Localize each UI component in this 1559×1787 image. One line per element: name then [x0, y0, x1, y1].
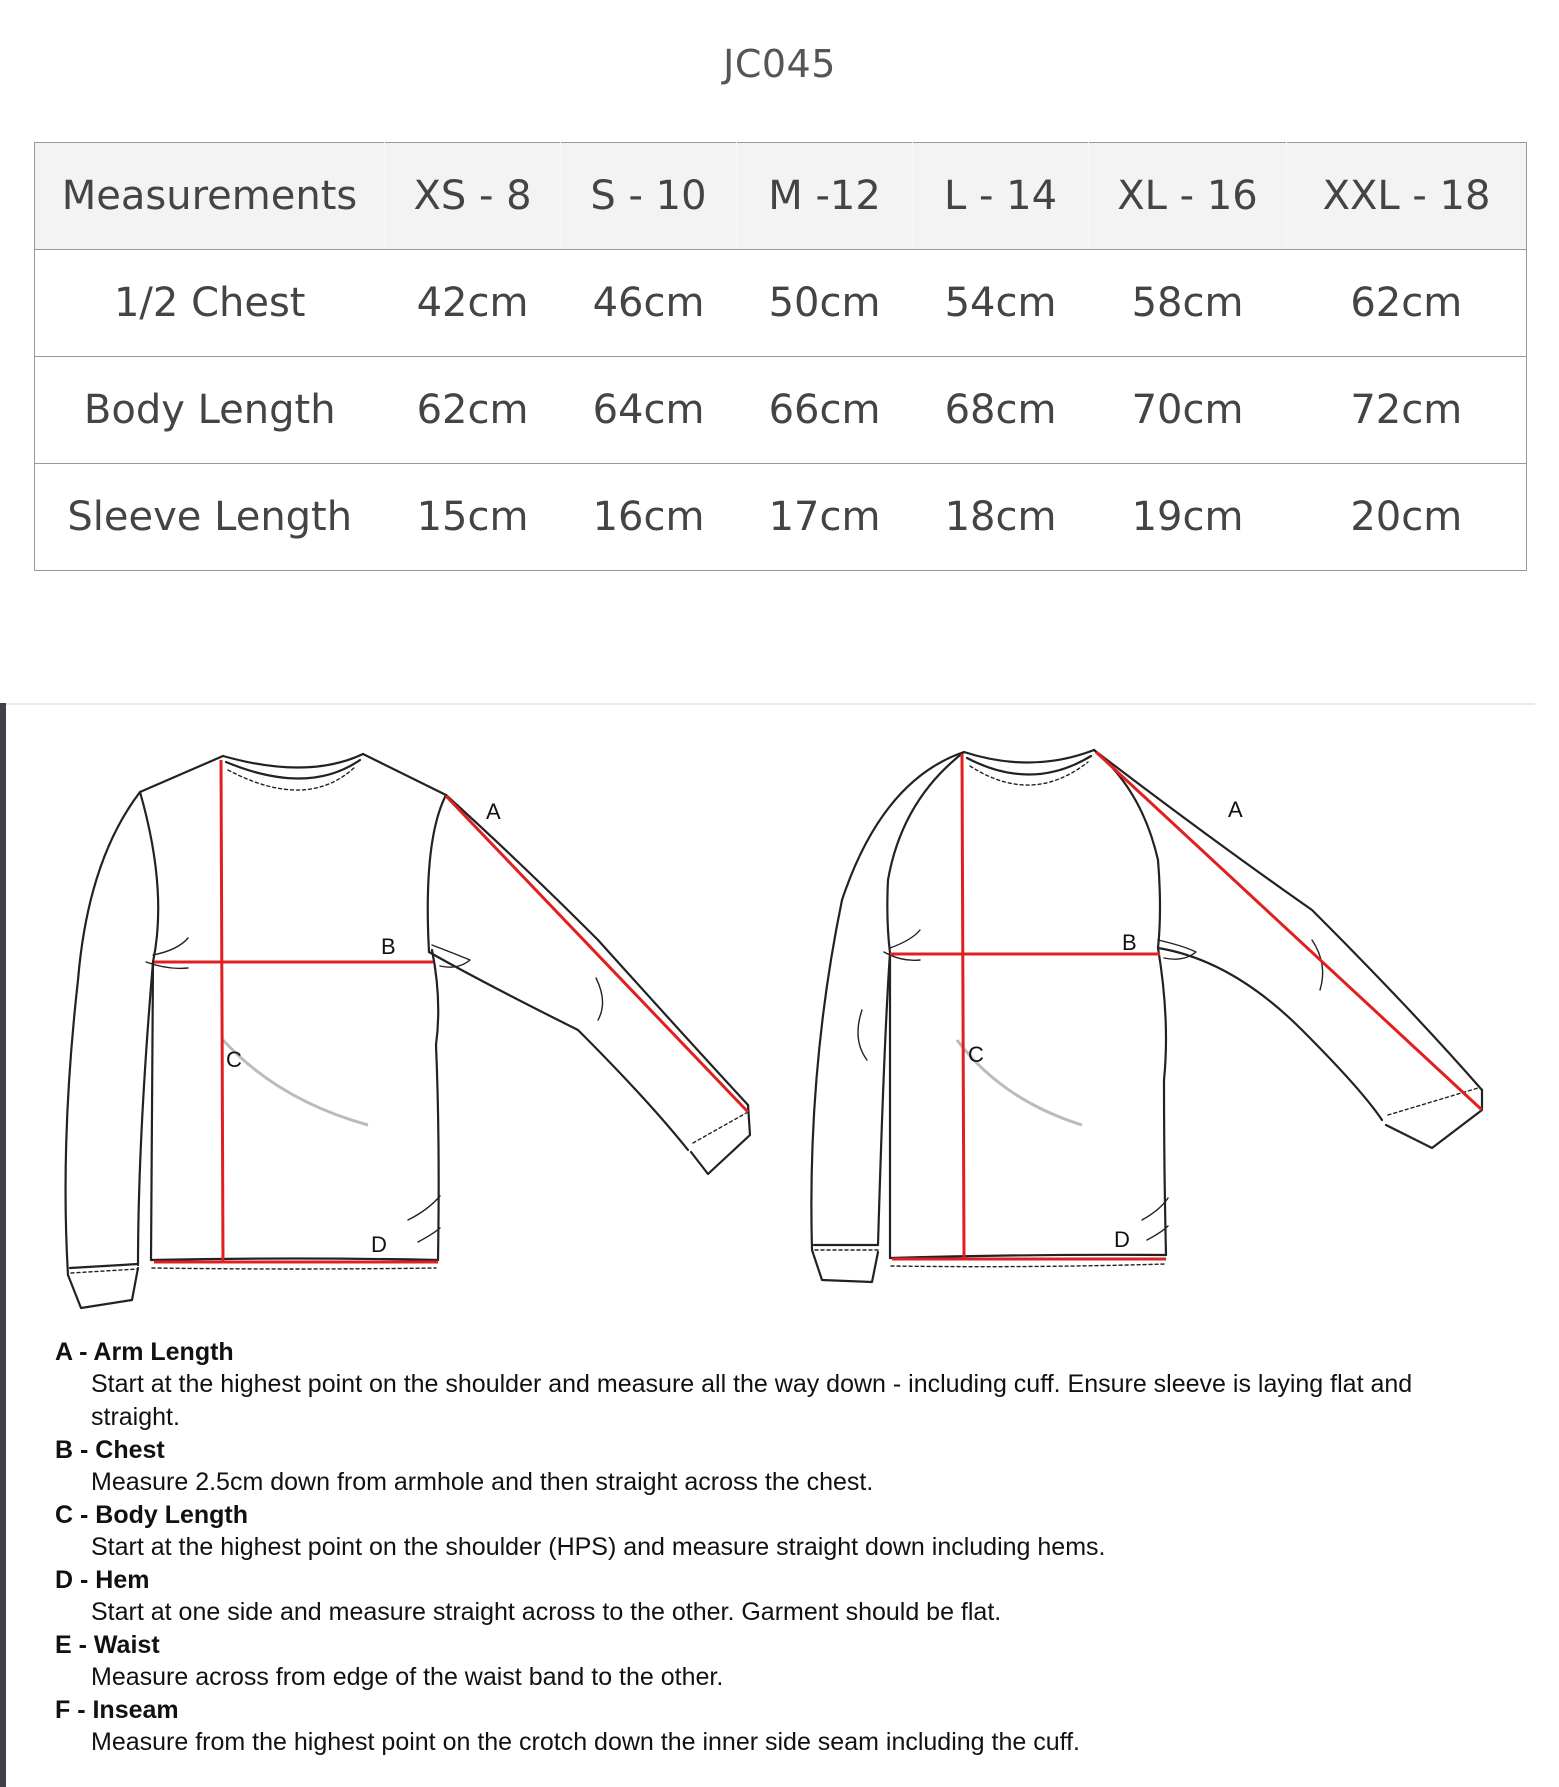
table-cell: 72cm: [1287, 357, 1527, 464]
legend-term: B - Chest: [55, 1436, 165, 1464]
table-cell: 58cm: [1089, 250, 1287, 357]
table-cell: 20cm: [1287, 464, 1527, 571]
row-label: Body Length: [35, 357, 385, 464]
header-size-l: L - 14: [913, 143, 1089, 250]
set-in-sleeve-tee-illustration: [48, 740, 768, 1320]
legend-term: A - Arm Length: [55, 1338, 234, 1366]
measurement-legend: [55, 1336, 1475, 1759]
legend-description: Measure from the highest point on the crotch down the inner side seam including the cuff.: [91, 1728, 1081, 1756]
label-c: C: [968, 1042, 984, 1067]
label-a: A: [486, 799, 501, 824]
header-size-m: M -12: [737, 143, 913, 250]
legend-description: Measure across from edge of the waist band to the other.: [91, 1663, 724, 1691]
legend-description: Start at the highest point on the shoulder and measure all the way down - including cuff. Ensure sleeve is laying flat and straight.: [91, 1370, 1413, 1431]
table-cell: 46cm: [561, 250, 737, 357]
legend-term: D - Hem: [55, 1566, 150, 1594]
header-size-xl: XL - 16: [1089, 143, 1287, 250]
legend-term: E - Waist: [55, 1631, 160, 1659]
table-cell: 64cm: [561, 357, 737, 464]
legend-description: Start at one side and measure straight across to the other. Garment should be flat.: [91, 1598, 1002, 1626]
legend-item-waist: [55, 1629, 1475, 1694]
table-cell: 19cm: [1089, 464, 1287, 571]
label-c: C: [226, 1047, 242, 1072]
raglan-sleeve-tee-illustration: [792, 740, 1512, 1320]
measurement-lines: [890, 752, 1482, 1259]
table-cell: 15cm: [385, 464, 561, 571]
legend-item-arm-length: [55, 1336, 1475, 1434]
left-edge-bar: [0, 703, 6, 1787]
label-d: D: [371, 1232, 387, 1257]
page-title: JC045: [723, 42, 836, 86]
table-cell: 50cm: [737, 250, 913, 357]
table-cell: 18cm: [913, 464, 1089, 571]
raglan-sleeve-diagram: [792, 740, 1512, 1320]
table-row: [35, 464, 1527, 571]
row-label: 1/2 Chest: [35, 250, 385, 357]
legend-term: C - Body Length: [55, 1501, 249, 1529]
header-size-s: S - 10: [561, 143, 737, 250]
table-row: [35, 357, 1527, 464]
arm-length-line: [446, 796, 748, 1112]
table-cell: 62cm: [1287, 250, 1527, 357]
set-in-sleeve-diagram: [48, 740, 768, 1320]
legend-item-chest: [55, 1434, 1475, 1499]
legend-description: Measure 2.5cm down from armhole and then straight across the chest.: [91, 1468, 874, 1496]
section-divider: [0, 703, 1535, 705]
table-cell: 66cm: [737, 357, 913, 464]
measurement-lines: [154, 760, 748, 1262]
legend-item-inseam: [55, 1694, 1475, 1759]
table-cell: 42cm: [385, 250, 561, 357]
header-measurements: Measurements: [35, 143, 385, 250]
legend-description: Start at the highest point on the shoulder (HPS) and measure straight down including hems.: [91, 1533, 1106, 1561]
table-cell: 54cm: [913, 250, 1089, 357]
table-cell: 68cm: [913, 357, 1089, 464]
header-size-xs: XS - 8: [385, 143, 561, 250]
size-chart-table: [34, 142, 1527, 571]
body-length-line: [221, 760, 223, 1262]
label-a: A: [1228, 797, 1243, 822]
arm-length-line: [1096, 752, 1482, 1110]
legend-item-body-length: [55, 1499, 1475, 1564]
table-header-row: [35, 143, 1527, 250]
legend-item-hem: [55, 1564, 1475, 1629]
label-d: D: [1114, 1227, 1130, 1252]
label-b: B: [1122, 930, 1137, 955]
table-cell: 17cm: [737, 464, 913, 571]
header-size-xxl: XXL - 18: [1287, 143, 1527, 250]
row-label: Sleeve Length: [35, 464, 385, 571]
table-cell: 16cm: [561, 464, 737, 571]
table-cell: 70cm: [1089, 357, 1287, 464]
body-length-line: [962, 754, 964, 1259]
table-row: [35, 250, 1527, 357]
legend-term: F - Inseam: [55, 1696, 179, 1724]
table-cell: 62cm: [385, 357, 561, 464]
label-b: B: [381, 934, 396, 959]
